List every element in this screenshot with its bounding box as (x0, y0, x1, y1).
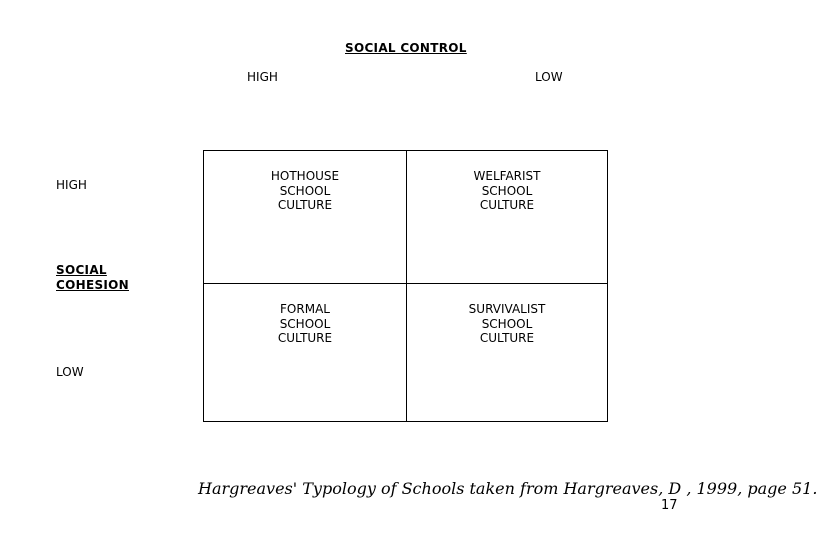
social-cohesion-high-label: HIGH (56, 178, 87, 192)
quadrant-survivalist (406, 302, 608, 346)
grid-horizontal-divider (204, 283, 607, 284)
quadrant-line: SCHOOL (481, 183, 533, 198)
quadrant-line: CULTURE (277, 331, 333, 345)
quadrant-formal (204, 302, 406, 346)
quadrant-line: HOTHOUSE (270, 169, 340, 183)
social-cohesion-title-line2: COHESION (56, 278, 129, 292)
figure-caption: Hargreaves' Typology of Schools taken from Hargreaves, D , 1999, page 51. (198, 479, 817, 498)
social-cohesion-low-label: LOW (56, 365, 84, 379)
social-cohesion-title (56, 263, 129, 293)
social-control-title: SOCIAL CONTROL (345, 41, 467, 55)
quadrant-line: SURVIVALIST (468, 302, 546, 316)
quadrant-line: SCHOOL (279, 316, 331, 331)
typology-grid (203, 150, 608, 422)
social-control-low-label: LOW (535, 70, 563, 84)
quadrant-line: CULTURE (277, 198, 333, 212)
quadrant-welfarist (406, 169, 608, 213)
quadrant-hothouse (204, 169, 406, 213)
quadrant-line: CULTURE (479, 198, 535, 212)
quadrant-line: SCHOOL (279, 183, 331, 198)
quadrant-line: SCHOOL (481, 316, 533, 331)
social-control-high-label: HIGH (247, 70, 278, 84)
quadrant-line: CULTURE (479, 331, 535, 345)
quadrant-line: WELFARIST (473, 169, 541, 183)
page-number: 17 (661, 498, 678, 513)
social-cohesion-title-line1: SOCIAL (56, 263, 107, 277)
quadrant-line: FORMAL (280, 302, 330, 316)
